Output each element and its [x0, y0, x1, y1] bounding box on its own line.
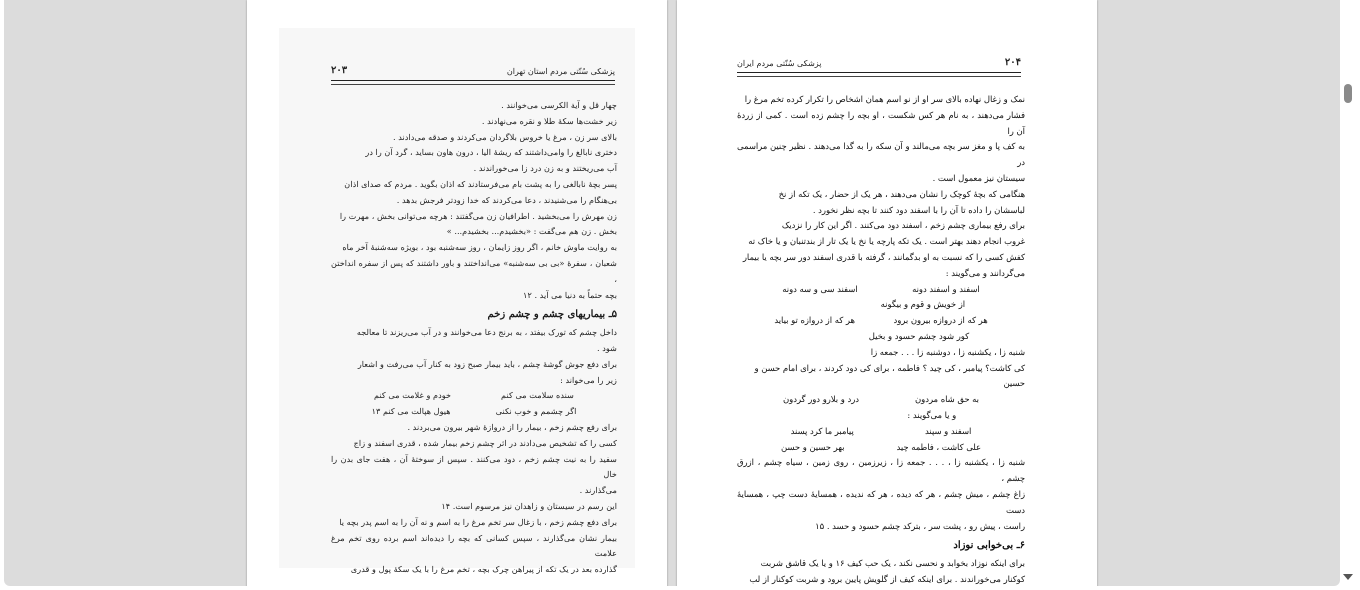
text-line: آب می‌ریختند و به زن درد زا می‌خوراندند . — [473, 163, 617, 174]
text-line: گذارده بعد در یک تکه از پیراهن چرک بچه ، تخم مرغ را با یک سکهٔ پول و قدری — [350, 564, 617, 575]
verse-hemistich: پیامبر ما کرد پسند — [790, 425, 854, 436]
text-line: زاغ چشم ، میش چشم ، هر که دیده ، هر که ندیده ، همسایهٔ دست چپ ، همسایهٔ دست — [737, 488, 1025, 515]
verse-line — [737, 440, 1025, 456]
header-rule — [331, 84, 615, 85]
verse-hemistich: هر که از دروازه بیرون برود — [893, 315, 988, 326]
verse-hemistich: سنده سلامت می کنم — [501, 390, 574, 401]
text-line: به روایت ماوش خانم ، اگر روز زایمان ، روز سه‌شنبه بود ، بویژه سه‌شنبهٔ آخر ماه — [342, 242, 617, 253]
verse-hemistich: بهر حسین و حسن — [781, 441, 845, 452]
text-line: شنبه زا ، یکشنبه زا ، دوشنبه زا . . . جمعه زا — [870, 346, 1025, 357]
text-line: می‌گذارند . — [579, 485, 617, 496]
verse-line — [737, 408, 1025, 424]
verse-line — [737, 392, 1025, 408]
verse-hemistich: خودم و غلامت می کنم — [374, 390, 452, 401]
verse-hemistich: اگر چشمم و خوب نکنی — [495, 406, 577, 417]
vertical-scrollbar[interactable] — [1340, 0, 1360, 590]
verse-hemistich: هیول هپالت می کنم ۱۳ — [371, 406, 451, 417]
page-number: ۲۰۴ — [1004, 57, 1021, 68]
text-line: بچه حتماً به دنیا می آید . ۱۲ — [523, 289, 617, 300]
text-line: راست ، پیش رو ، پشت سر ، بترکد چشم حسود و حسد . ۱۵ — [815, 520, 1025, 531]
text-line: سیستان نیز معمول است . — [932, 172, 1025, 183]
text-line: چهار قل و آیة الکرسی می‌خوانند . — [501, 100, 617, 110]
verse-hemistich: اسفند و اسفند دونه — [912, 283, 980, 294]
verse-hemistich: علی کاشت ، فاطمه چید — [896, 441, 981, 452]
verse-line — [737, 329, 1025, 345]
verse-hemistich: درد و بلارو دور گردون — [783, 394, 859, 405]
text-line: نمک و زغال نهاده بالای سر او از نو اسم همان اشخاص را تکرار کرده تخم مرغ را — [744, 94, 1025, 104]
text-line: شعبان ، سفرهٔ «بی بی سه‌شنبه» می‌انداختند و باور داشتند که پس از سفره انداختن ، — [331, 257, 617, 284]
verse-hemistich: هر که از دروازه تو بیاید — [774, 315, 855, 326]
text-line: برای دفع چشم زخم ، با زغال سر تخم مرغ را به اسم و نه آن را به اسم پدر بچه یا — [339, 516, 617, 527]
page-204 — [677, 0, 1097, 586]
verse-hemistich: و یا می‌گویند : — [907, 409, 957, 420]
verse-line — [737, 282, 1025, 298]
text-line: بالای سر زن ، مرغ یا خروس بلاگردان می‌کردند و صدقه می‌دادند . — [393, 131, 617, 142]
verse-hemistich: کور شود چشم حسود و بخیل — [868, 330, 970, 341]
text-line: بی‌هنگام را می‌شنیدند ، دعا می‌کردند که خدا زودتر فرجش بدهد . — [396, 194, 617, 205]
text-line: زیر را می‌خواند : — [560, 374, 617, 385]
verse-hemistich: اسفند و سپند — [925, 425, 972, 436]
verse-line — [331, 388, 617, 404]
text-line: لباسشان را داده تا آن را با اسفند دود کنند تا بچه نظر نخورد . — [812, 204, 1025, 215]
text-line: کفش کسی را که نسبت به او بدگمانند ، گرفته با قدری اسفند دور سر بچه یا بیمار — [742, 251, 1025, 262]
text-line: زیر خشت‌ها سکهٔ طلا و نقره می‌نهادند . — [481, 115, 617, 126]
text-line: حسین — [1003, 378, 1025, 389]
page-header — [331, 60, 615, 81]
text-line: برای رفع بیماری چشم زخم ، اسفند دود می‌کنند . اگر این کار را نزدیک — [781, 220, 1025, 231]
verse-hemistich: به حق شاه مردون — [915, 394, 979, 405]
text-line: فشار می‌دهند ، به نام هر کس شکست ، او بچه را چشم زده است . کمی از زردهٔ آن را — [737, 109, 1025, 136]
page-text — [331, 98, 617, 578]
text-line: زن مهرش را می‌بخشید . اطرافیان زن می‌گفتند : هرچه می‌توانی بخش ، مهرت را — [339, 210, 617, 221]
text-line: غروب انجام دهند بهتر است . یک تکه پارچه یا نخ یا یک تار از بندتنبان و یا خاک ته — [748, 236, 1025, 247]
text-line: به کف پا و مغز سر بچه می‌مالند و آن سکه را به گدا می‌دهند . نظیر چنین مراسمی در — [737, 141, 1025, 168]
document-viewer[interactable] — [4, 0, 1340, 586]
text-line: کوکنار می‌خوراندند . برای اینکه کیف از گلویش پایین برود و شربت کوکنار از لب — [749, 573, 1025, 584]
text-line: سفید را به نیت چشم زخم ، دود می‌کنند . سپس از سوختهٔ آن ، هفت جای بدن را خال — [331, 453, 617, 480]
section-heading: ۵ـ بیماریهای چشم و چشم زخم — [487, 309, 617, 321]
text-line: پسر بچهٔ نابالغی را به پشت بام می‌فرستادند که اذان بگوید . مردم که صدای اذان — [344, 178, 617, 189]
scroll-down-arrow-icon[interactable] — [1343, 574, 1353, 580]
text-line: کی کاشت؟ پیامبر ، کی چید ؟ فاطمه ، برای کی دود کردند ، برای امام حسن و — [754, 362, 1025, 373]
text-line: هنگامی که بچهٔ کوچک را نشان می‌دهند ، هر یک از حضار ، یک تکه از نخ — [778, 188, 1025, 199]
text-line: بخش . زن هم می‌گفت : «بخشیدم... بخشیدم... » — [446, 226, 617, 237]
page-text — [737, 92, 1025, 586]
header-rule — [737, 76, 1021, 77]
page-header — [737, 52, 1021, 73]
text-line: می‌گردانند و می‌گویند : — [945, 267, 1025, 278]
text-line: این رسم در سیستان و زاهدان نیز مرسوم است. ۱۴ — [441, 500, 617, 511]
scrollbar-thumb[interactable] — [1344, 84, 1352, 103]
text-line: برای اینکه نوزاد بخوابد و نحسی نکند ، یک حب کیف ۱۶ و یا یک قاشق شربت — [760, 558, 1025, 569]
text-line: بیمار نشان می‌گذارند ، سپس کسانی که بچه را دیده‌اند اسم برده روی تخم مرغ علامت — [331, 532, 617, 559]
verse-line — [737, 424, 1025, 440]
text-line: شنبه زا ، یکشنبه زا ، . . . جمعه زا ، زیرزمین ، روی زمین ، سیاه چشم ، ازرق چشم ، — [737, 457, 1025, 484]
running-title: پزشکی سُنّتی مردم ایران — [737, 59, 822, 68]
text-line: کسی را که تشخیص می‌دادند در اثر چشم زخم بیمار شده ، قدری اسفند و زاج — [353, 437, 617, 448]
text-line: دختری نابالغ را وامی‌داشتند که ریشهٔ الیا ، درون هاون بساید ، گرد آن را در — [365, 147, 617, 158]
verse-line — [737, 313, 1025, 329]
running-title: پزشکی سُنّتی مردم استان تهران — [506, 67, 615, 76]
text-line: برای دفع جوش گوشهٔ چشم ، باید بیمار صبح زود به کنار آب می‌رفت و اشعار — [357, 358, 617, 369]
verse-line — [737, 297, 1025, 313]
page-203 — [247, 0, 667, 586]
text-line: داخل چشم که تورک بیفتد ، به برنج دعا می‌خوانند و در آب می‌ریزند تا معالجه — [356, 327, 617, 338]
verse-hemistich: از خویش و قوم و بیگونه — [880, 299, 966, 310]
text-line: شود . — [597, 342, 617, 353]
section-heading: ۶ـ بی‌خوابی نوزاد — [953, 540, 1025, 552]
verse-line — [331, 404, 617, 420]
verse-hemistich: اسفند سی و سه دونه — [782, 283, 858, 294]
text-line: برای رفع چشم زخم ، بیمار را از دروازهٔ شهر بیرون می‌بردند . — [407, 421, 617, 432]
page-number: ۲۰۳ — [331, 65, 348, 76]
